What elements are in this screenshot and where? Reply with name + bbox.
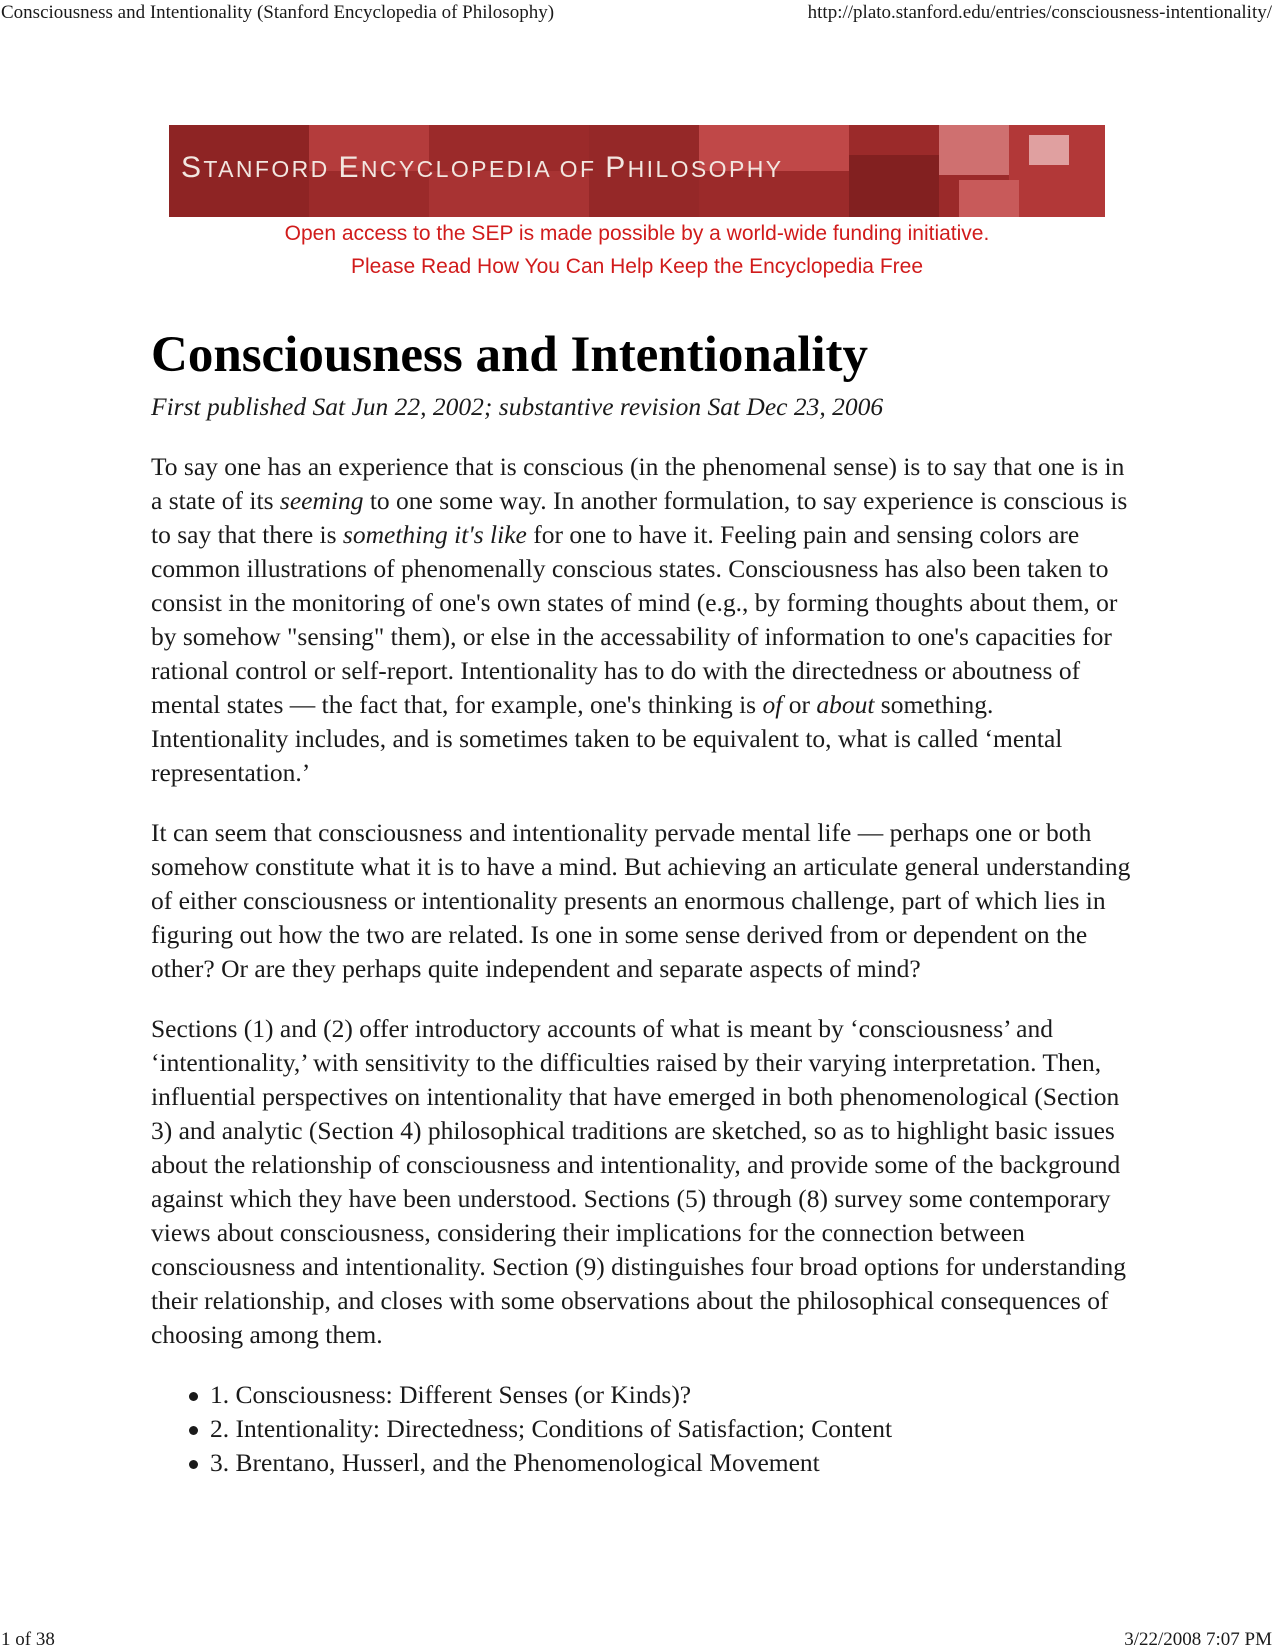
funding-help-link[interactable]: Please Read How You Can Help Keep the Encyclopedia Free	[350, 255, 924, 278]
print-footer-page-count: 1 of 38	[1, 1629, 55, 1650]
funding-notice-line: Open access to the SEP is made possible by a world-wide funding initiative.	[284, 222, 990, 245]
article-body	[151, 320, 1136, 1480]
toc-item[interactable]: 3. Brentano, Husserl, and the Phenomenological Movement	[210, 1446, 1136, 1480]
banner-title: STANFORD ENCYCLOPEDIA OF PHILOSOPHY	[181, 151, 784, 184]
print-footer-timestamp: 3/22/2008 7:07 PM	[1124, 1629, 1272, 1650]
print-header-url: http://plato.stanford.edu/entries/consciousness-intentionality/	[807, 2, 1272, 23]
sep-banner[interactable]	[169, 125, 1105, 217]
publication-info: First published Sat Jun 22, 2002; substantive revision Sat Dec 23, 2006	[151, 392, 884, 421]
toc-item[interactable]: 1. Consciousness: Different Senses (or Kinds)?	[210, 1378, 1136, 1412]
toc-item[interactable]: 2. Intentionality: Directedness; Conditions of Satisfaction; Content	[210, 1412, 1136, 1446]
table-of-contents	[151, 1378, 1136, 1480]
funding-help-link-row	[169, 255, 1105, 279]
intro-paragraph-1: To say one has an experience that is conscious (in the phenomenal sense) is to say that one is in a state of its seeming to one some way. In another formulation, to say experience is conscious is to say that there is something it's like for one to have it. Feeling pain and sensing colors are common illustrations of phenomenally conscious states. Consciousness has also been taken to consist in the monitoring of one's own states of mind (e.g., by forming thoughts about them, or by somehow "sensing" them), or else in the accessability of information to one's capacities for rational control or self-report. Intentionality has to do with the directedness or aboutness of mental states — the fact that, for example, one's thinking is of or about something. Intentionality includes, and is sometimes taken to be equivalent to, what is called ‘mental representation.’	[151, 452, 1128, 787]
print-header-title: Consciousness and Intentionality (Stanford Encyclopedia of Philosophy)	[1, 2, 555, 23]
funding-notice	[169, 222, 1105, 246]
article-title: Consciousness and Intentionality	[151, 327, 869, 383]
intro-paragraph-3: Sections (1) and (2) offer introductory accounts of what is meant by ‘consciousness’ and ‘intentionality,’ with sensitivity to the difficulties raised by their varying interpretation. Then, influential perspectives on intentionality that have emerged in both phenomenological (Section 3) and analytic (Section 4) philosophical traditions are sketched, so as to highlight basic issues about the relationship of consciousness and intentionality, and provide some of the background against which they have been understood. Sections (5) through (8) survey some contemporary views about consciousness, considering their implications for the connection between consciousness and intentionality. Section (9) distinguishes four broad options for understanding their relationship, and closes with some observations about the philosophical consequences of choosing among them.	[151, 1014, 1126, 1349]
intro-paragraph-2: It can seem that consciousness and intentionality pervade mental life — perhaps one or both somehow constitute what it is to have a mind. But achieving an articulate general understanding of either consciousness or intentionality presents an enormous challenge, part of which lies in figuring out how the two are related. Is one in some sense derived from or dependent on the other? Or are they perhaps quite independent and separate aspects of mind?	[151, 818, 1131, 983]
